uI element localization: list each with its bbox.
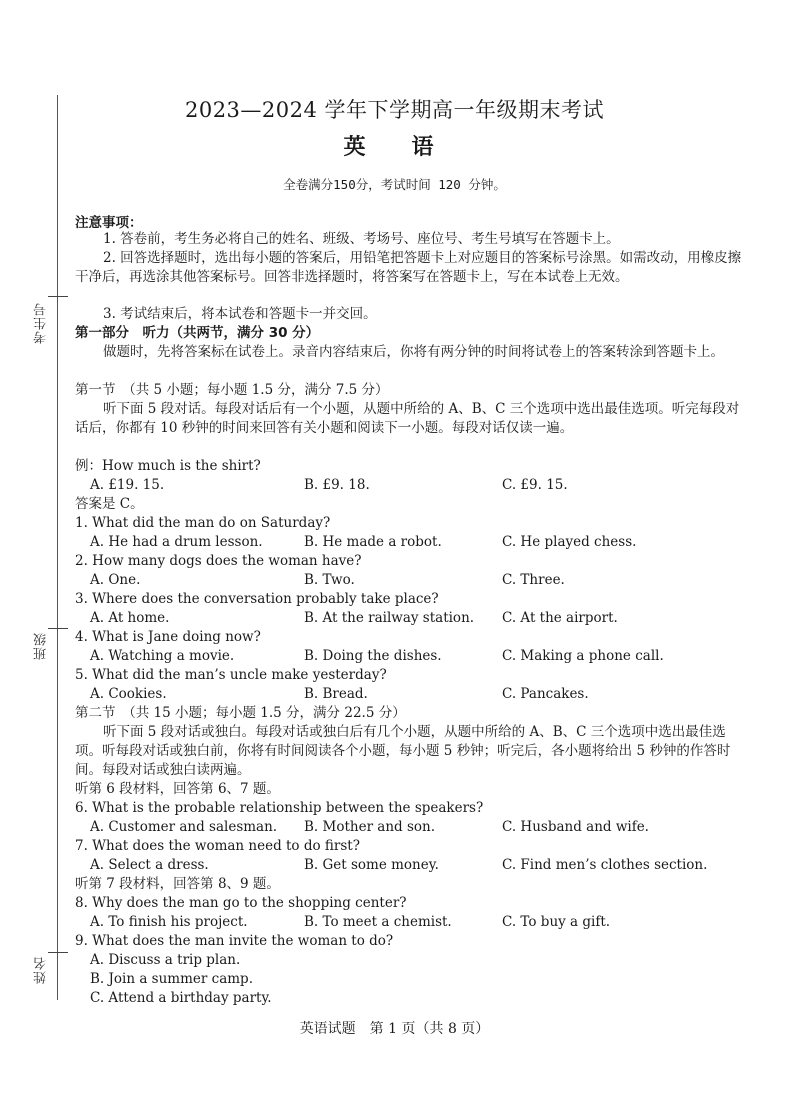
q6-option-a: A. Customer and salesman. bbox=[90, 819, 278, 835]
exam-title: 2023—2024 学年下学期高一年级期末考试 bbox=[184, 98, 605, 122]
class-label: 班级 bbox=[34, 632, 49, 660]
q4-option-b: B. Doing the dishes. bbox=[304, 648, 442, 664]
material-7-note: 听第 7 段材料，回答第 8、9 题。 bbox=[75, 876, 280, 892]
score-info: 全卷满分150分，考试时间 120 分钟。 bbox=[283, 177, 506, 192]
q7-option-a: A. Select a dress. bbox=[90, 857, 209, 873]
q5-option-a: A. Cookies. bbox=[90, 686, 167, 702]
example-answer: 答案是 C。 bbox=[75, 496, 144, 512]
question-8: 8. Why does the man go to the shopping center? bbox=[75, 895, 407, 911]
question-7: 7. What does the woman need to do first? bbox=[75, 838, 360, 854]
question-2: 2. How many dogs does the woman have? bbox=[75, 553, 362, 569]
q2-option-b: B. Two. bbox=[304, 572, 355, 588]
q4-option-c: C. Making a phone call. bbox=[502, 648, 664, 664]
q5-option-c: C. Pancakes. bbox=[502, 686, 589, 702]
q8-option-a: A. To finish his project. bbox=[90, 914, 248, 930]
q9-option-a: A. Discuss a trip plan. bbox=[90, 952, 241, 968]
question-5: 5. What did the man’s uncle make yesterday? bbox=[75, 667, 387, 683]
q6-option-c: C. Husband and wife. bbox=[502, 819, 649, 835]
name-label: 姓名 bbox=[34, 956, 49, 984]
q4-option-a: A. Watching a movie. bbox=[90, 648, 235, 664]
name-blank bbox=[48, 952, 68, 953]
question-4: 4. What is Jane doing now? bbox=[75, 629, 261, 645]
q9-option-c: C. Attend a birthday party. bbox=[90, 990, 272, 1006]
q5-option-b: B. Bread. bbox=[304, 686, 368, 702]
question-3: 3. Where does the conversation probably take place? bbox=[75, 591, 439, 607]
example-option-c: C. £9. 15. bbox=[502, 477, 568, 493]
q3-option-c: C. At the airport. bbox=[502, 610, 618, 626]
q1-option-c: C. He played chess. bbox=[502, 534, 637, 550]
example-question: 例：How much is the shirt? bbox=[75, 458, 261, 474]
example-option-b: B. £9. 18. bbox=[304, 477, 370, 493]
q9-option-b: B. Join a summer camp. bbox=[90, 971, 253, 987]
q3-option-b: B. At the railway station. bbox=[304, 610, 475, 626]
page-footer: 英语试题 第 1 页（共 8 页） bbox=[299, 1021, 490, 1037]
q7-option-b: B. Get some money. bbox=[304, 857, 439, 873]
q7-option-c: C. Find men’s clothes section. bbox=[502, 857, 708, 873]
notice-item-2: 2. 回答选择题时，选出每小题的答案后，用铅笔把答题卡上对应题目的答案标号涂黑。如需改动，用橡皮擦干净后，再选涂其他答案标号。回答非选择题时，将答案写在答题卡上，写在本试卷上无效。 bbox=[75, 250, 742, 285]
notice-item-3: 3. 考试结束后，将本试卷和答题卡一并交回。 bbox=[103, 306, 377, 322]
exam-no-label: 考生号 bbox=[34, 302, 49, 344]
section1-instruction: 听下面 5 段对话。每段对话后有一个小题，从题中所给的 A、B、C 三个选项中选出最佳选项。听完每段对话后，你都有 10 秒钟的时间来回答有关小题和阅读下一小题。每段对话仅读一遍。 bbox=[75, 401, 740, 436]
q2-option-c: C. Three. bbox=[502, 572, 565, 588]
question-1: 1. What did the man do on Saturday? bbox=[75, 515, 331, 531]
example-option-a: A. £19. 15. bbox=[90, 477, 165, 493]
notice-item-1: 1. 答卷前，考生务必将自己的姓名、班级、考场号、座位号、考生号填写在答题卡上。 bbox=[103, 231, 620, 247]
binding-margin-line bbox=[57, 95, 58, 1000]
notice-heading: 注意事项： bbox=[75, 215, 143, 231]
part1-instruction: 做题时，先将答案标在试卷上。录音内容结束后，你将有两分钟的时间将试卷上的答案转涂到答题卡上。 bbox=[103, 344, 724, 360]
section2-heading: 第二节 （共 15 小题；每小题 1.5 分，满分 22.5 分） bbox=[75, 705, 406, 721]
class-blank bbox=[48, 628, 68, 629]
subject-title: 英 语 bbox=[343, 134, 446, 160]
q3-option-a: A. At home. bbox=[90, 610, 170, 626]
exam-no-blank bbox=[48, 296, 68, 297]
q1-option-a: A. He had a drum lesson. bbox=[90, 534, 263, 550]
q8-option-c: C. To buy a gift. bbox=[502, 914, 611, 930]
material-6-note: 听第 6 段材料，回答第 6、7 题。 bbox=[75, 781, 280, 797]
q2-option-a: A. One. bbox=[90, 572, 141, 588]
q6-option-b: B. Mother and son. bbox=[304, 819, 436, 835]
question-9: 9. What does the man invite the woman to do? bbox=[75, 933, 394, 949]
question-6: 6. What is the probable relationship between the speakers? bbox=[75, 800, 484, 816]
part1-heading: 第一部分 听力（共两节，满分 30 分） bbox=[75, 325, 320, 341]
section1-heading: 第一节 （共 5 小题；每小题 1.5 分，满分 7.5 分） bbox=[75, 382, 389, 398]
q8-option-b: B. To meet a chemist. bbox=[304, 914, 452, 930]
q1-option-b: B. He made a robot. bbox=[304, 534, 442, 550]
section2-instruction: 听下面 5 段对话或独白。每段对话或独白后有几个小题，从题中所给的 A、B、C 三个选项中选出最佳选项。听每段对话或独白前，你将有时间阅读各个小题，每小题 5 秒钟；听完后，各小题将给出 5 秒钟的作答时间。每段对话或独白读两遍。 bbox=[75, 724, 731, 778]
